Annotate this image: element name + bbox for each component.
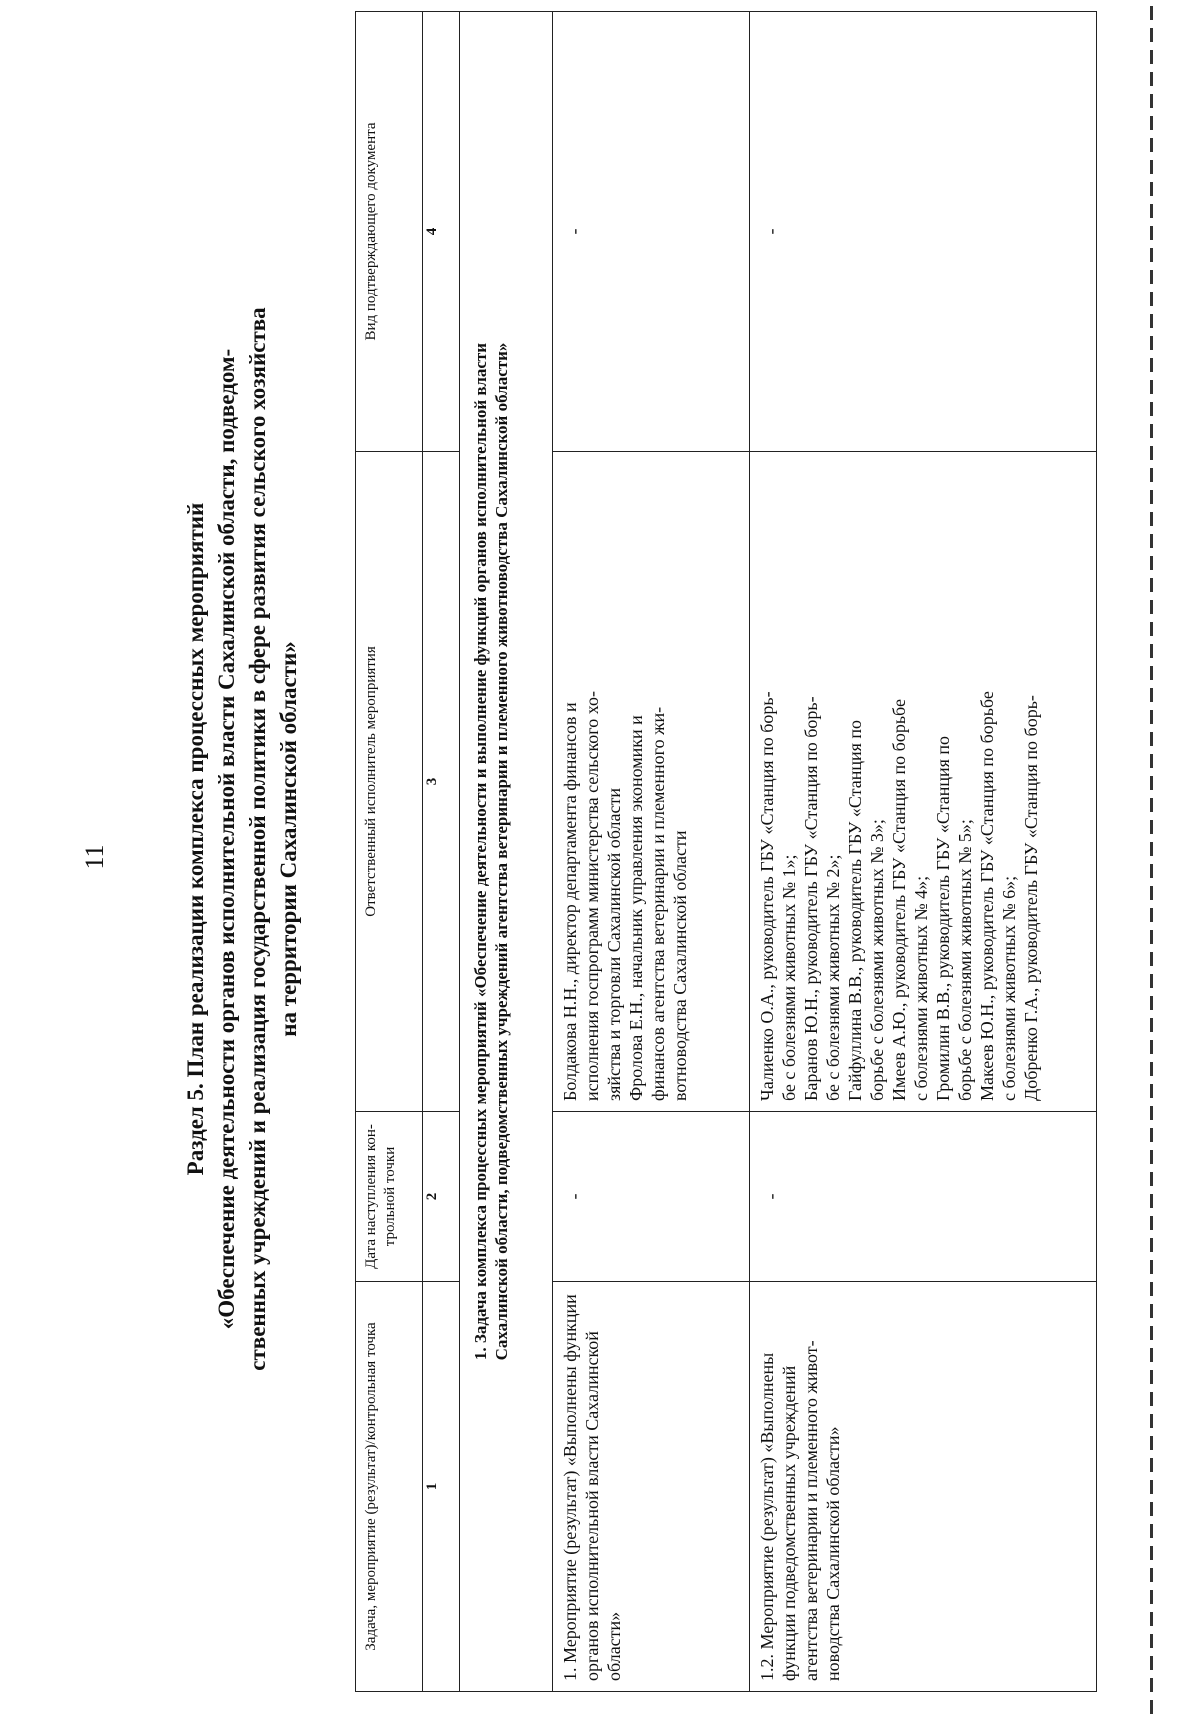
- executor-line: вотноводства Сахалинской области: [670, 830, 690, 1101]
- implementation-plan-table: [355, 11, 1097, 1692]
- heading-line: Раздел 5. План реализации комплекса процессных мероприятий: [183, 502, 208, 1176]
- table-row: [750, 12, 1097, 1692]
- executor-cell: [750, 452, 1097, 1112]
- date-cell: -: [553, 1112, 750, 1282]
- table-header-row: [356, 12, 423, 1692]
- heading-line: ственных учреждений и реализация государственной политики в сфере развития сельского хозяйства: [245, 307, 270, 1371]
- column-header-task: Задача, мероприятие (результат)/контрольная точка: [356, 1282, 423, 1692]
- executor-cell: [553, 452, 750, 1112]
- column-number: 3: [423, 452, 460, 1112]
- executor-line: исполнения госпрограмм министерства сельского хо-: [582, 690, 602, 1101]
- scan-edge-line: [1150, 0, 1153, 1714]
- executor-line: Громилин В.В., руководитель ГБУ «Станция по: [933, 735, 953, 1101]
- activity-cell: 1. Мероприятие (результат) «Выполнены функции органов исполнительной власти Сахалинской области»: [553, 1282, 750, 1692]
- activity-cell: 1.2. Мероприятие (результат) «Выполнены функции подведомственных учреждений агентства ветеринарии и племенного живот-новодства Сахалинской области»: [750, 1282, 1097, 1692]
- executor-line: Добренко Г.А., руководитель ГБУ «Станция по борь-: [1021, 695, 1041, 1101]
- column-number: 1: [423, 1282, 460, 1692]
- column-header-date: Дата наступления кон-трольной точки: [356, 1112, 423, 1282]
- executor-line: Фролова Е.Н., начальник управления экономики и: [626, 715, 646, 1101]
- executor-line: бе с болезнями животных № 1»;: [779, 854, 799, 1101]
- page-number: 11: [80, 844, 109, 870]
- document-cell: -: [750, 12, 1097, 452]
- date-cell: -: [750, 1112, 1097, 1282]
- column-number-row: [423, 12, 460, 1692]
- executor-line: борьбе с болезнями животных № 5»;: [955, 819, 975, 1101]
- document-cell: -: [553, 12, 750, 452]
- column-header-document: Вид подтверждающего документа: [356, 12, 423, 452]
- executor-line: борьбе с болезнями животных № 3»;: [867, 819, 887, 1101]
- executor-line: с болезнями животных № 6»;: [999, 875, 1019, 1101]
- column-number: 4: [423, 12, 460, 452]
- executor-line: Чалиенко О.А., руководитель ГБУ «Станция по борь-: [757, 691, 777, 1101]
- executor-line: бе с болезнями животных № 2»;: [823, 854, 843, 1101]
- executor-line: зяйства и торговли Сахалинской области: [604, 788, 624, 1101]
- executor-line: финансов агентства ветеринарии и племенного жи-: [648, 706, 668, 1101]
- executor-line: Болдакова Н.Н., директор департамента финансов и: [560, 702, 580, 1101]
- task-title-row: [460, 12, 553, 1692]
- executor-line: Имеев А.Ю., руководитель ГБУ «Станция по борьбе: [889, 699, 909, 1101]
- heading-line: «Обеспечение деятельности органов исполнительной власти Сахалинской области, подведом-: [214, 348, 239, 1330]
- table-row: [553, 12, 750, 1692]
- heading-line: на территории Сахалинской области»: [276, 641, 301, 1037]
- task-title-line: 1. Задача комплекса процессных мероприятий «Обеспечение деятельности и выполнение функций органов исполнительной власти: [471, 342, 490, 1361]
- executor-line: Баранов Ю.Н., руководитель ГБУ «Станция по борь-: [801, 696, 821, 1101]
- task-title-line: Сахалинской области, подведомственных учреждений агентства ветеринарии и племенного животноводства Сахалинской области»: [492, 342, 511, 1361]
- section-heading: [180, 189, 304, 1489]
- executor-line: Макеев Ю.Н., руководитель ГБУ «Станция по борьбе: [977, 691, 997, 1101]
- column-number: 2: [423, 1112, 460, 1282]
- executor-line: Гайфуллина В.В., руководитель ГБУ «Станция по: [845, 719, 865, 1101]
- executor-line: с болезнями животных № 4»;: [911, 875, 931, 1101]
- task-title: [460, 12, 553, 1692]
- column-header-executor: Ответственный исполнитель мероприятия: [356, 452, 423, 1112]
